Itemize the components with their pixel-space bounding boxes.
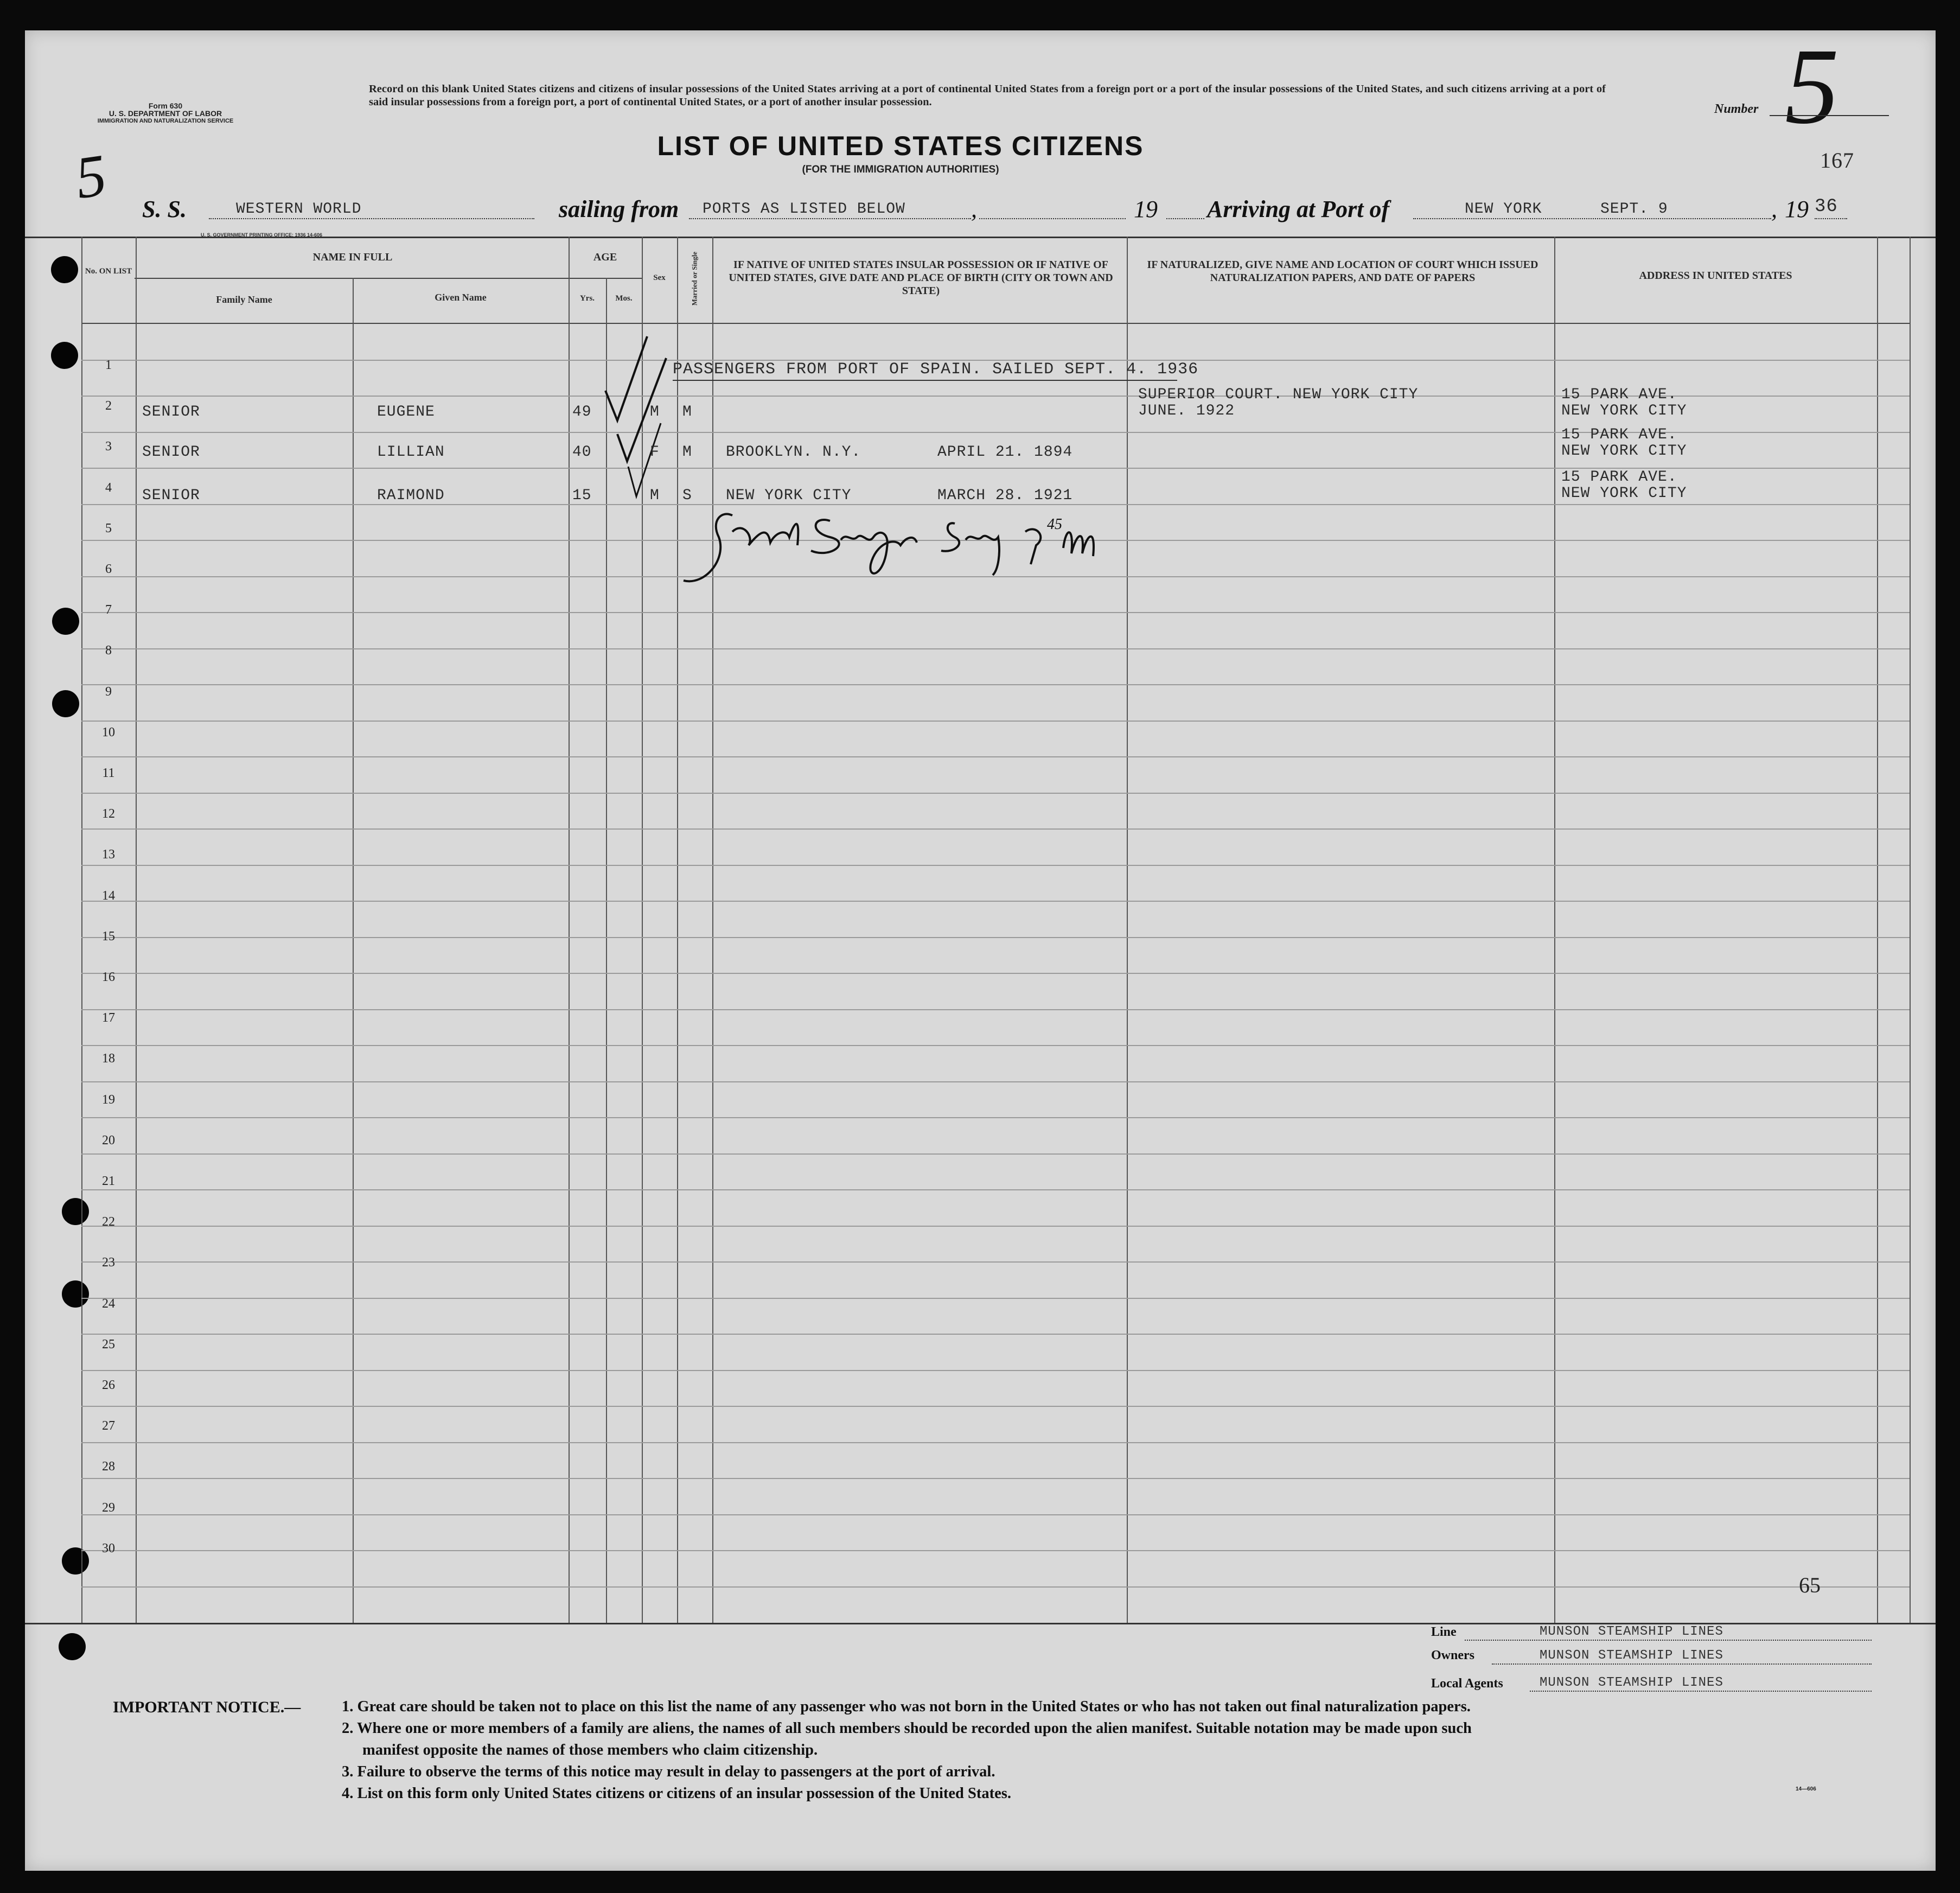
record-note: Record on this blank United States citizens and citizens of insular possessions of the United States arriving at a port of continental United States from a foreign port or a port of the insular possessions of the United States, and such citizens arriving at a port of said insular possessions from a foreign port, a port of continental United States, or a port of another insular possession. bbox=[369, 83, 1606, 108]
marital-status: M bbox=[682, 404, 692, 420]
row-number: 30 bbox=[102, 1541, 115, 1556]
age-years: 49 bbox=[572, 404, 592, 420]
header-age: AGE bbox=[593, 251, 617, 263]
header-bottom-border bbox=[81, 323, 1910, 324]
manifest-sheet bbox=[25, 27, 1936, 1871]
row-rule bbox=[81, 793, 1910, 794]
agents-label: Local Agents bbox=[1431, 1677, 1503, 1691]
owners-label: Owners bbox=[1431, 1648, 1474, 1662]
arrival-port: NEW YORK bbox=[1465, 201, 1542, 218]
row-rule bbox=[81, 1153, 1910, 1155]
notice-item3: 3. Failure to observe the terms of this notice may result in delay to passengers at the port of arrival. bbox=[342, 1763, 995, 1780]
from-underline bbox=[689, 218, 971, 219]
notice-item4: 4. List on this form only United States citizens or citizens of an insular possession of the United States. bbox=[342, 1785, 1011, 1802]
row-number: 10 bbox=[102, 725, 115, 740]
sailing-from: PORTS AS LISTED BELOW bbox=[703, 201, 905, 218]
margin-mark: 5 bbox=[71, 141, 111, 212]
row-rule bbox=[81, 937, 1910, 938]
column-line bbox=[712, 237, 713, 1623]
number-underline bbox=[1770, 115, 1889, 116]
form-id bbox=[71, 102, 260, 125]
svg-text:45: 45 bbox=[1047, 516, 1062, 533]
punch-hole bbox=[59, 1633, 86, 1660]
form-number: Form 630 bbox=[148, 101, 183, 110]
row-rule bbox=[81, 684, 1910, 685]
arrival-year-suffix: 36 bbox=[1815, 196, 1838, 217]
list-number: 5 bbox=[1785, 27, 1839, 146]
arrival-date: SEPT. 9 bbox=[1600, 201, 1668, 218]
sex: F bbox=[650, 444, 660, 461]
column-line bbox=[1910, 237, 1911, 1623]
row-number: 24 bbox=[102, 1296, 115, 1311]
port-underline bbox=[1413, 218, 1771, 219]
row-number: 21 bbox=[102, 1174, 115, 1188]
row-rule bbox=[81, 1298, 1910, 1299]
row-rule bbox=[81, 901, 1910, 902]
row-rule bbox=[81, 1586, 1910, 1588]
address-line1: 15 PARK AVE. bbox=[1561, 386, 1677, 403]
row-number: 7 bbox=[105, 603, 112, 617]
row-number: 27 bbox=[102, 1419, 115, 1433]
row-rule bbox=[81, 1226, 1910, 1227]
family-name: SENIOR bbox=[142, 444, 200, 461]
row-rule bbox=[81, 865, 1910, 866]
header-subdivider bbox=[135, 278, 642, 279]
row-rule bbox=[81, 828, 1910, 830]
header-given-name: Given Name bbox=[435, 292, 487, 303]
row-rule bbox=[81, 1261, 1910, 1263]
row-rule bbox=[81, 1081, 1910, 1082]
age-years: 40 bbox=[572, 444, 592, 461]
ss-label: S. S. bbox=[142, 196, 187, 222]
court-date: JUNE. 1922 bbox=[1138, 403, 1235, 419]
header-address: ADDRESS IN UNITED STATES bbox=[1639, 270, 1792, 282]
row-number: 3 bbox=[105, 439, 112, 454]
number-label: Number bbox=[1714, 102, 1759, 116]
row-number: 28 bbox=[102, 1459, 115, 1474]
ship-name: WESTERN WORLD bbox=[236, 201, 362, 218]
row-number: 25 bbox=[102, 1337, 115, 1352]
row-number: 23 bbox=[102, 1255, 115, 1270]
family-name: SENIOR bbox=[142, 404, 200, 420]
column-line bbox=[1554, 237, 1555, 1623]
given-name: EUGENE bbox=[377, 404, 435, 420]
notice-item1: 1. Great care should be taken not to place on this list the name of any passenger who was not born in the United States or who has not taken out final naturalization papers. bbox=[342, 1698, 1471, 1715]
header-yrs: Yrs. bbox=[579, 294, 595, 303]
year-underline bbox=[1166, 218, 1204, 219]
row-number: 6 bbox=[105, 562, 112, 576]
address-line1: 15 PARK AVE. bbox=[1561, 469, 1677, 486]
row-number: 14 bbox=[102, 888, 115, 903]
row-number: 20 bbox=[102, 1133, 115, 1148]
line-label: Line bbox=[1431, 1625, 1457, 1639]
notice-item2b: manifest opposite the names of those members who claim citizenship. bbox=[362, 1742, 818, 1758]
line-underline bbox=[1465, 1640, 1872, 1641]
row-rule bbox=[81, 1045, 1910, 1046]
header-family-name: Family Name bbox=[216, 294, 272, 305]
row-rule bbox=[81, 1406, 1910, 1407]
address-line1: 15 PARK AVE. bbox=[1561, 426, 1677, 443]
service-name: IMMIGRATION AND NATURALIZATION SERVICE bbox=[97, 118, 234, 124]
header-married-single: Married or Single bbox=[690, 251, 699, 306]
bottom-count: 65 bbox=[1799, 1573, 1821, 1597]
inspector-signature bbox=[673, 499, 1107, 591]
punch-hole bbox=[52, 608, 79, 635]
agents-value: MUNSON STEAMSHIP LINES bbox=[1540, 1675, 1723, 1690]
ship-underline bbox=[209, 218, 534, 219]
arriving-label: Arriving at Port of bbox=[1207, 196, 1390, 222]
given-name: LILLIAN bbox=[377, 444, 445, 461]
row-rule bbox=[81, 973, 1910, 974]
row-number: 17 bbox=[102, 1011, 115, 1025]
column-line bbox=[136, 237, 137, 1623]
row-rule bbox=[81, 1334, 1910, 1335]
birth-place: NEW YORK CITY bbox=[726, 487, 852, 504]
arrival-year-underline bbox=[1815, 218, 1847, 219]
column-line bbox=[1127, 237, 1128, 1623]
department-name: U. S. DEPARTMENT OF LABOR bbox=[108, 109, 222, 118]
punch-hole bbox=[51, 256, 78, 283]
row-rule bbox=[81, 1009, 1910, 1010]
page-subtitle: (FOR THE IMMIGRATION AUTHORITIES) bbox=[802, 164, 999, 175]
punch-hole bbox=[52, 690, 79, 717]
birth-date: MARCH 28. 1921 bbox=[937, 487, 1073, 504]
notice-item2a: 2. Where one or more members of a family are aliens, the names of all such members should be recorded upon the alien manifest. Suitable notation may be made upon such bbox=[342, 1720, 1472, 1737]
sex: M bbox=[650, 404, 660, 420]
column-line bbox=[677, 237, 678, 1623]
sailing-label: sailing from bbox=[559, 196, 679, 222]
page-title: LIST OF UNITED STATES CITIZENS bbox=[657, 131, 1144, 161]
column-line bbox=[353, 278, 354, 1623]
owners-underline bbox=[1492, 1663, 1872, 1665]
court: SUPERIOR COURT. NEW YORK CITY bbox=[1138, 386, 1419, 403]
row-number: 19 bbox=[102, 1092, 115, 1107]
row-number: 12 bbox=[102, 807, 115, 821]
owners-value: MUNSON STEAMSHIP LINES bbox=[1540, 1648, 1723, 1663]
page-number: 167 bbox=[1820, 148, 1854, 173]
notice-heading: IMPORTANT NOTICE.— bbox=[113, 1698, 301, 1716]
row-number: 22 bbox=[102, 1215, 115, 1229]
row-number: 8 bbox=[105, 643, 112, 658]
row-rule bbox=[81, 1370, 1910, 1371]
printer-mark: U. S. GOVERNMENT PRINTING OFFICE: 1936 14-606 bbox=[201, 232, 323, 238]
column-line bbox=[569, 237, 570, 1623]
row-rule bbox=[81, 648, 1910, 649]
row-rule bbox=[81, 1442, 1910, 1443]
birth-date: APRIL 21. 1894 bbox=[937, 444, 1073, 461]
header-naturalized: IF NATURALIZED, GIVE NAME AND LOCATION OF COURT WHICH ISSUED NATURALIZATION PAPERS, AND DATE OF PAPERS bbox=[1147, 259, 1538, 284]
row-number: 1 bbox=[105, 358, 112, 372]
age-years: 15 bbox=[572, 487, 592, 504]
row-number: 13 bbox=[102, 847, 115, 862]
passenger-note-underline bbox=[673, 380, 1177, 381]
address-line2: NEW YORK CITY bbox=[1561, 443, 1687, 460]
column-line bbox=[1877, 237, 1878, 1623]
row-rule bbox=[81, 612, 1910, 613]
table-top-border bbox=[25, 237, 1936, 238]
row-number: 15 bbox=[102, 929, 115, 944]
row-rule bbox=[81, 756, 1910, 757]
row-rule bbox=[81, 1550, 1910, 1551]
comma: , bbox=[1771, 196, 1777, 222]
comma: , bbox=[971, 196, 977, 222]
header-no-on-list: No. ON LIST bbox=[85, 267, 132, 276]
row-number: 16 bbox=[102, 970, 115, 984]
agents-underline bbox=[1530, 1691, 1872, 1692]
line-value: MUNSON STEAMSHIP LINES bbox=[1540, 1624, 1723, 1639]
row-rule bbox=[81, 1514, 1910, 1515]
row-rule bbox=[81, 1189, 1910, 1190]
address-line2: NEW YORK CITY bbox=[1561, 485, 1687, 502]
row-number: 4 bbox=[105, 480, 112, 495]
header-birth: IF NATIVE OF UNITED STATES INSULAR POSSESSION OR IF NATIVE OF UNITED STATES, GIVE DATE AND PLACE OF BIRTH (CITY OR TOWN AND STATE) bbox=[729, 259, 1113, 297]
corner-code: 14—606 bbox=[1796, 1786, 1816, 1792]
row-number: 5 bbox=[105, 521, 112, 536]
address-line2: NEW YORK CITY bbox=[1561, 403, 1687, 419]
row-number: 26 bbox=[102, 1378, 115, 1392]
row-number: 18 bbox=[102, 1051, 115, 1066]
given-name: RAIMOND bbox=[377, 487, 445, 504]
birth-place: BROOKLYN. N.Y. bbox=[726, 444, 861, 461]
punch-hole bbox=[51, 342, 78, 369]
marital-status: M bbox=[682, 444, 692, 461]
row-rule bbox=[81, 1117, 1910, 1118]
row-rule bbox=[81, 721, 1910, 722]
passenger-note: PASSENGERS FROM PORT OF SPAIN. SAILED SEPT. 4. 1936 bbox=[673, 360, 1199, 379]
family-name: SENIOR bbox=[142, 487, 200, 504]
sex: M bbox=[650, 487, 660, 504]
header-mos: Mos. bbox=[615, 294, 633, 303]
header-name-in-full: NAME IN FULL bbox=[312, 251, 393, 263]
row-rule bbox=[81, 1478, 1910, 1479]
row-number: 11 bbox=[102, 766, 115, 780]
marital-status: S bbox=[682, 487, 692, 504]
arrival-year-prefix: 19 bbox=[1785, 196, 1809, 222]
row-number: 9 bbox=[105, 684, 112, 699]
date-underline bbox=[979, 218, 1126, 219]
check-marks-icon bbox=[596, 326, 672, 510]
year-prefix: 19 bbox=[1134, 196, 1158, 222]
header-sex: Sex bbox=[653, 273, 666, 282]
row-number: 2 bbox=[105, 399, 112, 413]
row-number: 29 bbox=[102, 1500, 115, 1515]
